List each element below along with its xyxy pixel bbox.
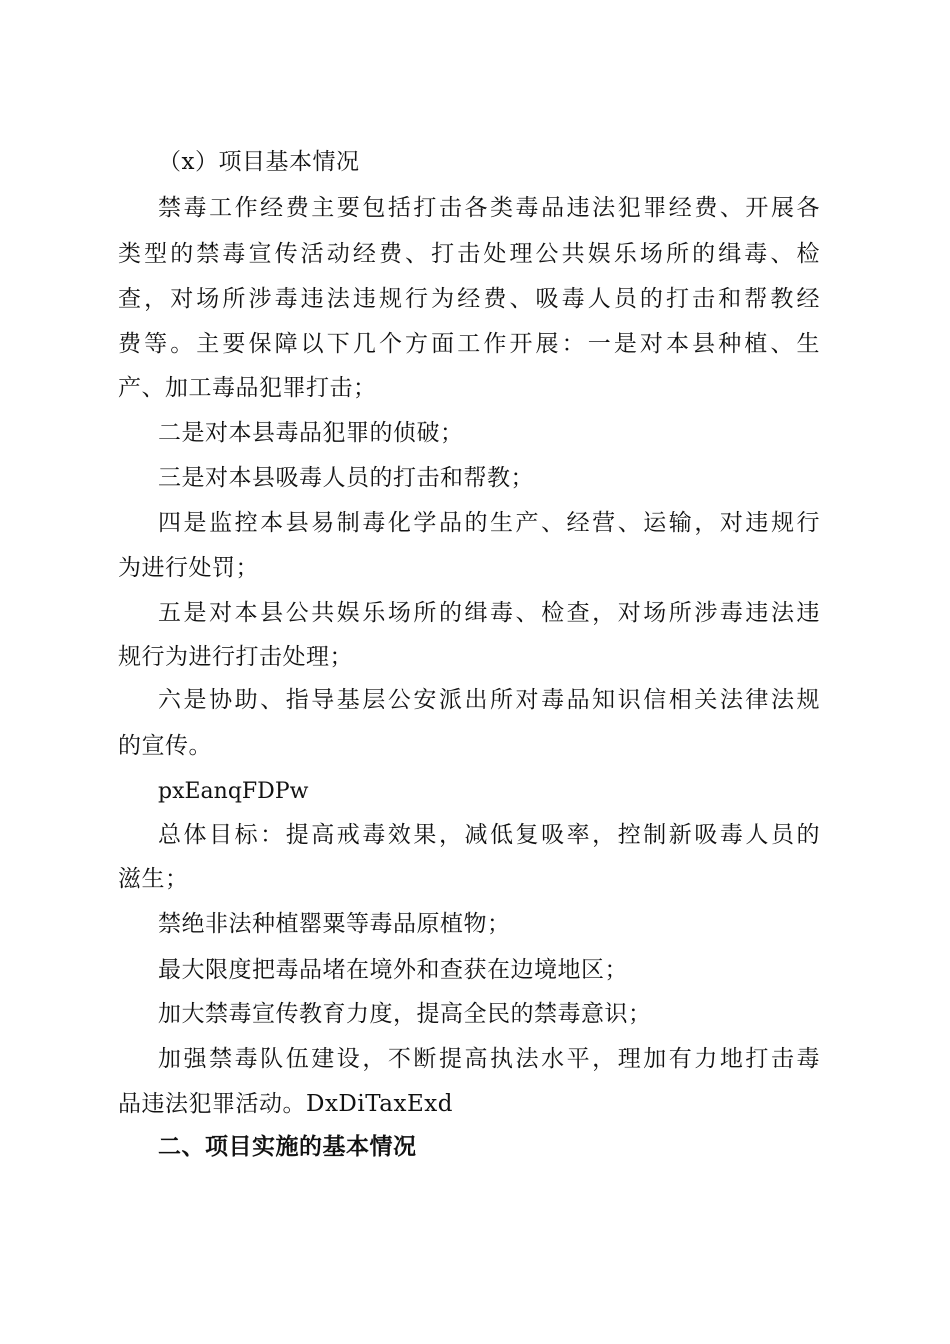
paragraph-line: 类型的禁毒宣传活动经费、打击处理公共娱乐场所的缉毒、检 xyxy=(118,241,820,267)
paragraph-line: 五是对本县公共娱乐场所的缉毒、检查，对场所涉毒违法违 xyxy=(158,600,820,626)
paragraph-line: 加大禁毒宣传教育力度，提高全民的禁毒意识； xyxy=(158,1001,652,1027)
paragraph-line: 费等。主要保障以下几个方面工作开展：一是对本县种植、生 xyxy=(118,331,820,357)
paragraph-line: 六是协助、指导基层公安派出所对毒品知识信相关法律法规 xyxy=(158,687,820,713)
section-subheading: （x）项目基本情况 xyxy=(158,149,360,175)
paragraph-line: 二是对本县毒品犯罪的侦破； xyxy=(158,420,464,446)
paragraph-line: 加强禁毒队伍建设，不断提高执法水平，理加有力地打击毒 xyxy=(158,1046,820,1072)
watermark-code: pxEanqFDPw xyxy=(158,779,309,804)
paragraph-line: 查，对场所涉毒违法违规行为经费、吸毒人员的打击和帮教经 xyxy=(118,286,820,312)
section-heading: 二、项目实施的基本情况 xyxy=(158,1134,417,1160)
paragraph-line: 最大限度把毒品堵在境外和查获在边境地区； xyxy=(158,957,628,983)
paragraph-line: 总体目标：提高戒毒效果，减低复吸率，控制新吸毒人员的 xyxy=(158,822,820,848)
paragraph-line: 禁绝非法种植罂粟等毒品原植物； xyxy=(158,911,511,937)
paragraph-line: 规行为进行打击处理； xyxy=(118,644,353,670)
paragraph-line: 品违法犯罪活动。DxDiTaxExd xyxy=(118,1091,453,1117)
paragraph-line: 的宣传。 xyxy=(118,733,212,759)
paragraph-line: 禁毒工作经费主要包括打击各类毒品违法犯罪经费、开展各 xyxy=(158,195,820,221)
paragraph-line: 产、加工毒品犯罪打击； xyxy=(118,375,377,401)
paragraph-line: 四是监控本县易制毒化学品的生产、经营、运输，对违规行 xyxy=(158,510,820,536)
paragraph-line: 滋生； xyxy=(118,866,189,892)
paragraph-line: 三是对本县吸毒人员的打击和帮教； xyxy=(158,465,534,491)
paragraph-line: 为进行处罚； xyxy=(118,555,259,581)
